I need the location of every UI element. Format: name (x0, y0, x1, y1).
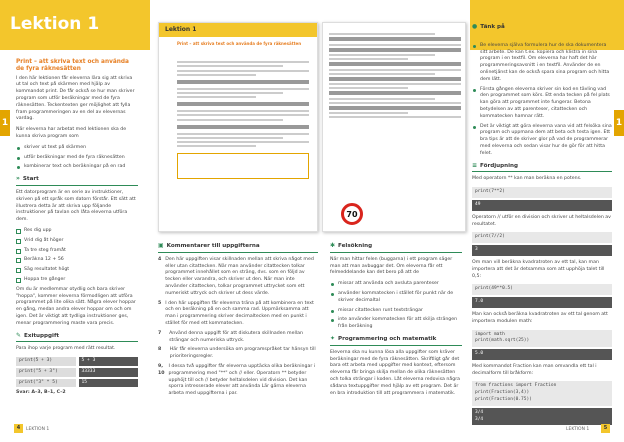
list-item: använder kommatecken i stället för punkt när de skriver decimaltal (330, 291, 462, 305)
deepening-text-2: Operatorn // utför en division och skriver ut heltalsdelen av resultatet. (472, 214, 611, 227)
comment-item: 4 Den här uppgiften visar skillnaden mellan att skriva något med eller utan citattecken. När man använder citattecken tolkar programmet innehållet som en sträng, dvs. som en följd av tecken eller varandra, och skriver ut den. När man inte använder citattecken, tolkar programmet uttrycket som ett numeriskt uttryck och skriver ut dess värde. (158, 256, 314, 296)
goals-intro: När eleverna har arbetat med lektionen ska de kunna skriva program som (16, 127, 127, 139)
list-item: kombinerar text och beräkningar på en rad (16, 164, 138, 171)
output-block: 5.0 (472, 349, 612, 360)
footer-left: LEKTION 1 (26, 427, 50, 432)
comments-heading: ▣ Kommentarer till uppgifterna (158, 243, 318, 253)
lesson-title-left: Lektion 1 (10, 14, 100, 34)
exit-pair: print("5 + 3") 33333 (16, 368, 138, 377)
thumbnail-subtitle: Print – att skriva text och använda de fyra räknesätten (177, 41, 302, 46)
code-block: import math print(math.sqrt(25)) (472, 330, 612, 348)
list-item: utför beräkningar med de fyra räknesätten (16, 155, 138, 162)
output-block: 7.0 (472, 297, 612, 308)
right-column (472, 24, 612, 429)
solutions-list (330, 281, 462, 331)
solutions-column (330, 238, 462, 401)
goals-list (16, 145, 138, 171)
exit-answer: Svar: A–3, B–1, C–2 (16, 390, 66, 396)
code-block: print(7//2) (472, 232, 612, 243)
exit-pair: print(5 + 3) 5 + 3 (16, 357, 138, 366)
deepening-text-3: Om man vill beräkna kvadratroten av ett tal, kan man importera att det är detsamma som att upphöja talet till 0,5: (472, 259, 605, 279)
left-column (16, 56, 138, 401)
speed-sign-icon: 70 (341, 203, 363, 225)
comment-item: 8 Här får eleverna undersöka om programspråket tar hänsyn till prioriteringsregler. (158, 347, 316, 360)
footer-right: LEKTION 1 (566, 427, 590, 432)
think-list (472, 43, 612, 158)
thumbnail-lines (177, 59, 309, 179)
list-item: Be eleverna själva formulera hur de ska dokumentera sitt arbete. De kan t.ex. kopiera och klistra in sina program i en textfil. Om eleverna har haft det här programmeringsavsnitt i en textfil. Använder de en onlinetjänst kan de också spara sina program och hitta dem lätt. (472, 43, 612, 84)
solutions-heading: ✱ Felsökning (330, 243, 462, 253)
list-item: Hoppa tre gånger (16, 277, 138, 284)
comment-item: 7 Använd denna uppgift för att diskutera skillnaden mellan strängar och numeriska uttryck. (158, 330, 303, 343)
student-page-thumbnail-left (158, 22, 318, 232)
thumbnail-lines (329, 31, 461, 121)
chevron-icon: » (16, 175, 20, 183)
code-block: from fractions import Fraction print(Fraction(3,4)) print(Fraction(0.75)) (472, 381, 612, 405)
output-block: 3/4 3/4 (472, 408, 612, 426)
exit-pair: print("3" * 5) 15 (16, 379, 138, 388)
thumbnail-title: Lektion 1 (165, 26, 197, 33)
start-steps (16, 228, 138, 284)
list-item: Beräkna 12 + 56 (16, 257, 138, 264)
list-item: missar citattecken runt textsträngar (330, 308, 462, 315)
bug-icon: ✱ (330, 242, 336, 249)
start-heading: » Start (16, 176, 138, 186)
deepening-text-1: Med operatorn ** kan man beräkna en potens. (472, 176, 582, 182)
list-item: Säg resultatet högt (16, 267, 138, 274)
list-item: inte använder kommatecken för att skilja strängen från beräkning (330, 317, 462, 331)
page-number-right: 5 (601, 424, 610, 433)
list-item: Vrid dig åt höger (16, 238, 138, 245)
comment-item: 9, 10 I dessa två uppgifter får eleverna upptäcka olika beräkningar i programmering med "**" och // eller. Operatorn ** betyder upphöjt till och // betyder heltalsdelen vid division. Det kan sporra intresserade elever att använda Lär gärna eleverna arbeta med uppgifterna i par. (158, 363, 316, 397)
prog-math-heading: ✦ Programmering och matematik (330, 336, 462, 346)
page-number-left: 4 (14, 424, 23, 433)
exit-text: Para ihop varje program med rätt resultat. (16, 346, 116, 352)
lightbulb-icon: ● (472, 23, 478, 30)
output-block: 49 (472, 200, 612, 211)
list-item: Första gången eleverna skriver sin kod en tävling vad den programmet som körs. Ett enda tecken på fel plats kan göra att programmet inte fungerar. Betona betydelsen av att parenteser, citattecken och kommatecken hamnar rätt. (472, 87, 612, 121)
exit-icon: ✎ (16, 331, 22, 339)
comment-item: 5 I den här uppgiften får eleverna träna på att kombinera en text och en beräkning på en och samma rad. Uppmärksamma att man i programmering skriver decimaltecken med en punkt i stället för med ett kommatecken. (158, 300, 314, 326)
list-item: Ta tre steg framåt (16, 248, 138, 255)
code-block: print(7**2) (472, 187, 612, 198)
deepening-text-5: Med kommandot Fraction kan man omvandla ett tal i decimalform till bråkform: (472, 363, 597, 376)
list-item: skriver ut text på skärmen (16, 145, 138, 152)
prog-math-text: Eleverna ska nu kunna lösa alla uppgifter som kräver beräkningar med de fyra räknesätten. Skriftligt går det bara ett arbeta med uppgifter med kontext, eftersom eleverna får bringa skilja mellan de olika räknesätten och tolka strängar i koden. Låt eleverna redovisa några sådana textuppgifter med hjälp av ett program. Det är en bra introduktion till att programmera i matematik. (330, 349, 461, 396)
list-item: Det är viktigt att göra eleverna vana vid att felsöka sina program och uppmana dem att beta och testa igen. Ett bra tips är att de skriver glor på vad de programmerar med eleverna och sedan visar hur de gör för att hitta felet. (472, 124, 612, 158)
gear-icon: ✦ (330, 334, 336, 342)
exit-heading: ✎ Exituppgift (16, 333, 138, 343)
list-item: missar att använda och avsluta parenteser (330, 281, 462, 288)
chapter-tab-left: 1 (0, 110, 10, 136)
comments-column (158, 238, 318, 401)
deepening-text-4: Man kan också beräkna kvadratroten av ett tal genom att importera modulen math: (472, 311, 608, 324)
chapter-tab-right: 1 (614, 110, 624, 136)
student-page-thumbnail-right (322, 22, 466, 232)
layers-icon: ≡ (472, 161, 478, 169)
code-block: print(49**0.5) (472, 284, 612, 295)
think-heading: ● Tänk på (472, 23, 505, 30)
start-text-2: Om du är medlemmar otydlig och bara skriver "hoppa", kommer eleverna förmodligen att utföra programmet på lite olika sätt. Några elever hoppar en gång, medan andra elever hoppar om och om igen. Det är viktigt att tydliga instruktioner ges, menar programmering maste vara precis. (16, 286, 136, 326)
output-block: 3 (472, 245, 612, 256)
comment-icon: ▣ (158, 242, 164, 249)
section-title: Print – att skriva text och använda de fyra räknesätten (16, 59, 129, 72)
intro-text: I den här lektionen får eleverna lära sig att skriva ut tal och text på skärmen med hjälp av kommandot print. De får också se hur man skriver program som utför beräkningar med de fyra räknesätten. Teckentexten ger möjlighet att fylla fram programmeringen av en del av elevernas vardag. (16, 75, 135, 122)
start-text: Ett datorprogram är en serie av instruktioner, skriven på ett språk som datorn förstår. Ett sätt att illustrera detta är att skriva upp följande instruktioner på tavlan och låta eleverna utföra dem. (16, 189, 136, 223)
list-item: Res dig upp (16, 228, 138, 235)
solutions-text: När man hittar felen (buggarna) i ett program säger man att man avbuggar det. Om eleverna får ett felmeddelande kan det bero på att de (330, 256, 453, 276)
deepening-heading: ≡ Fördjupning (472, 163, 612, 173)
